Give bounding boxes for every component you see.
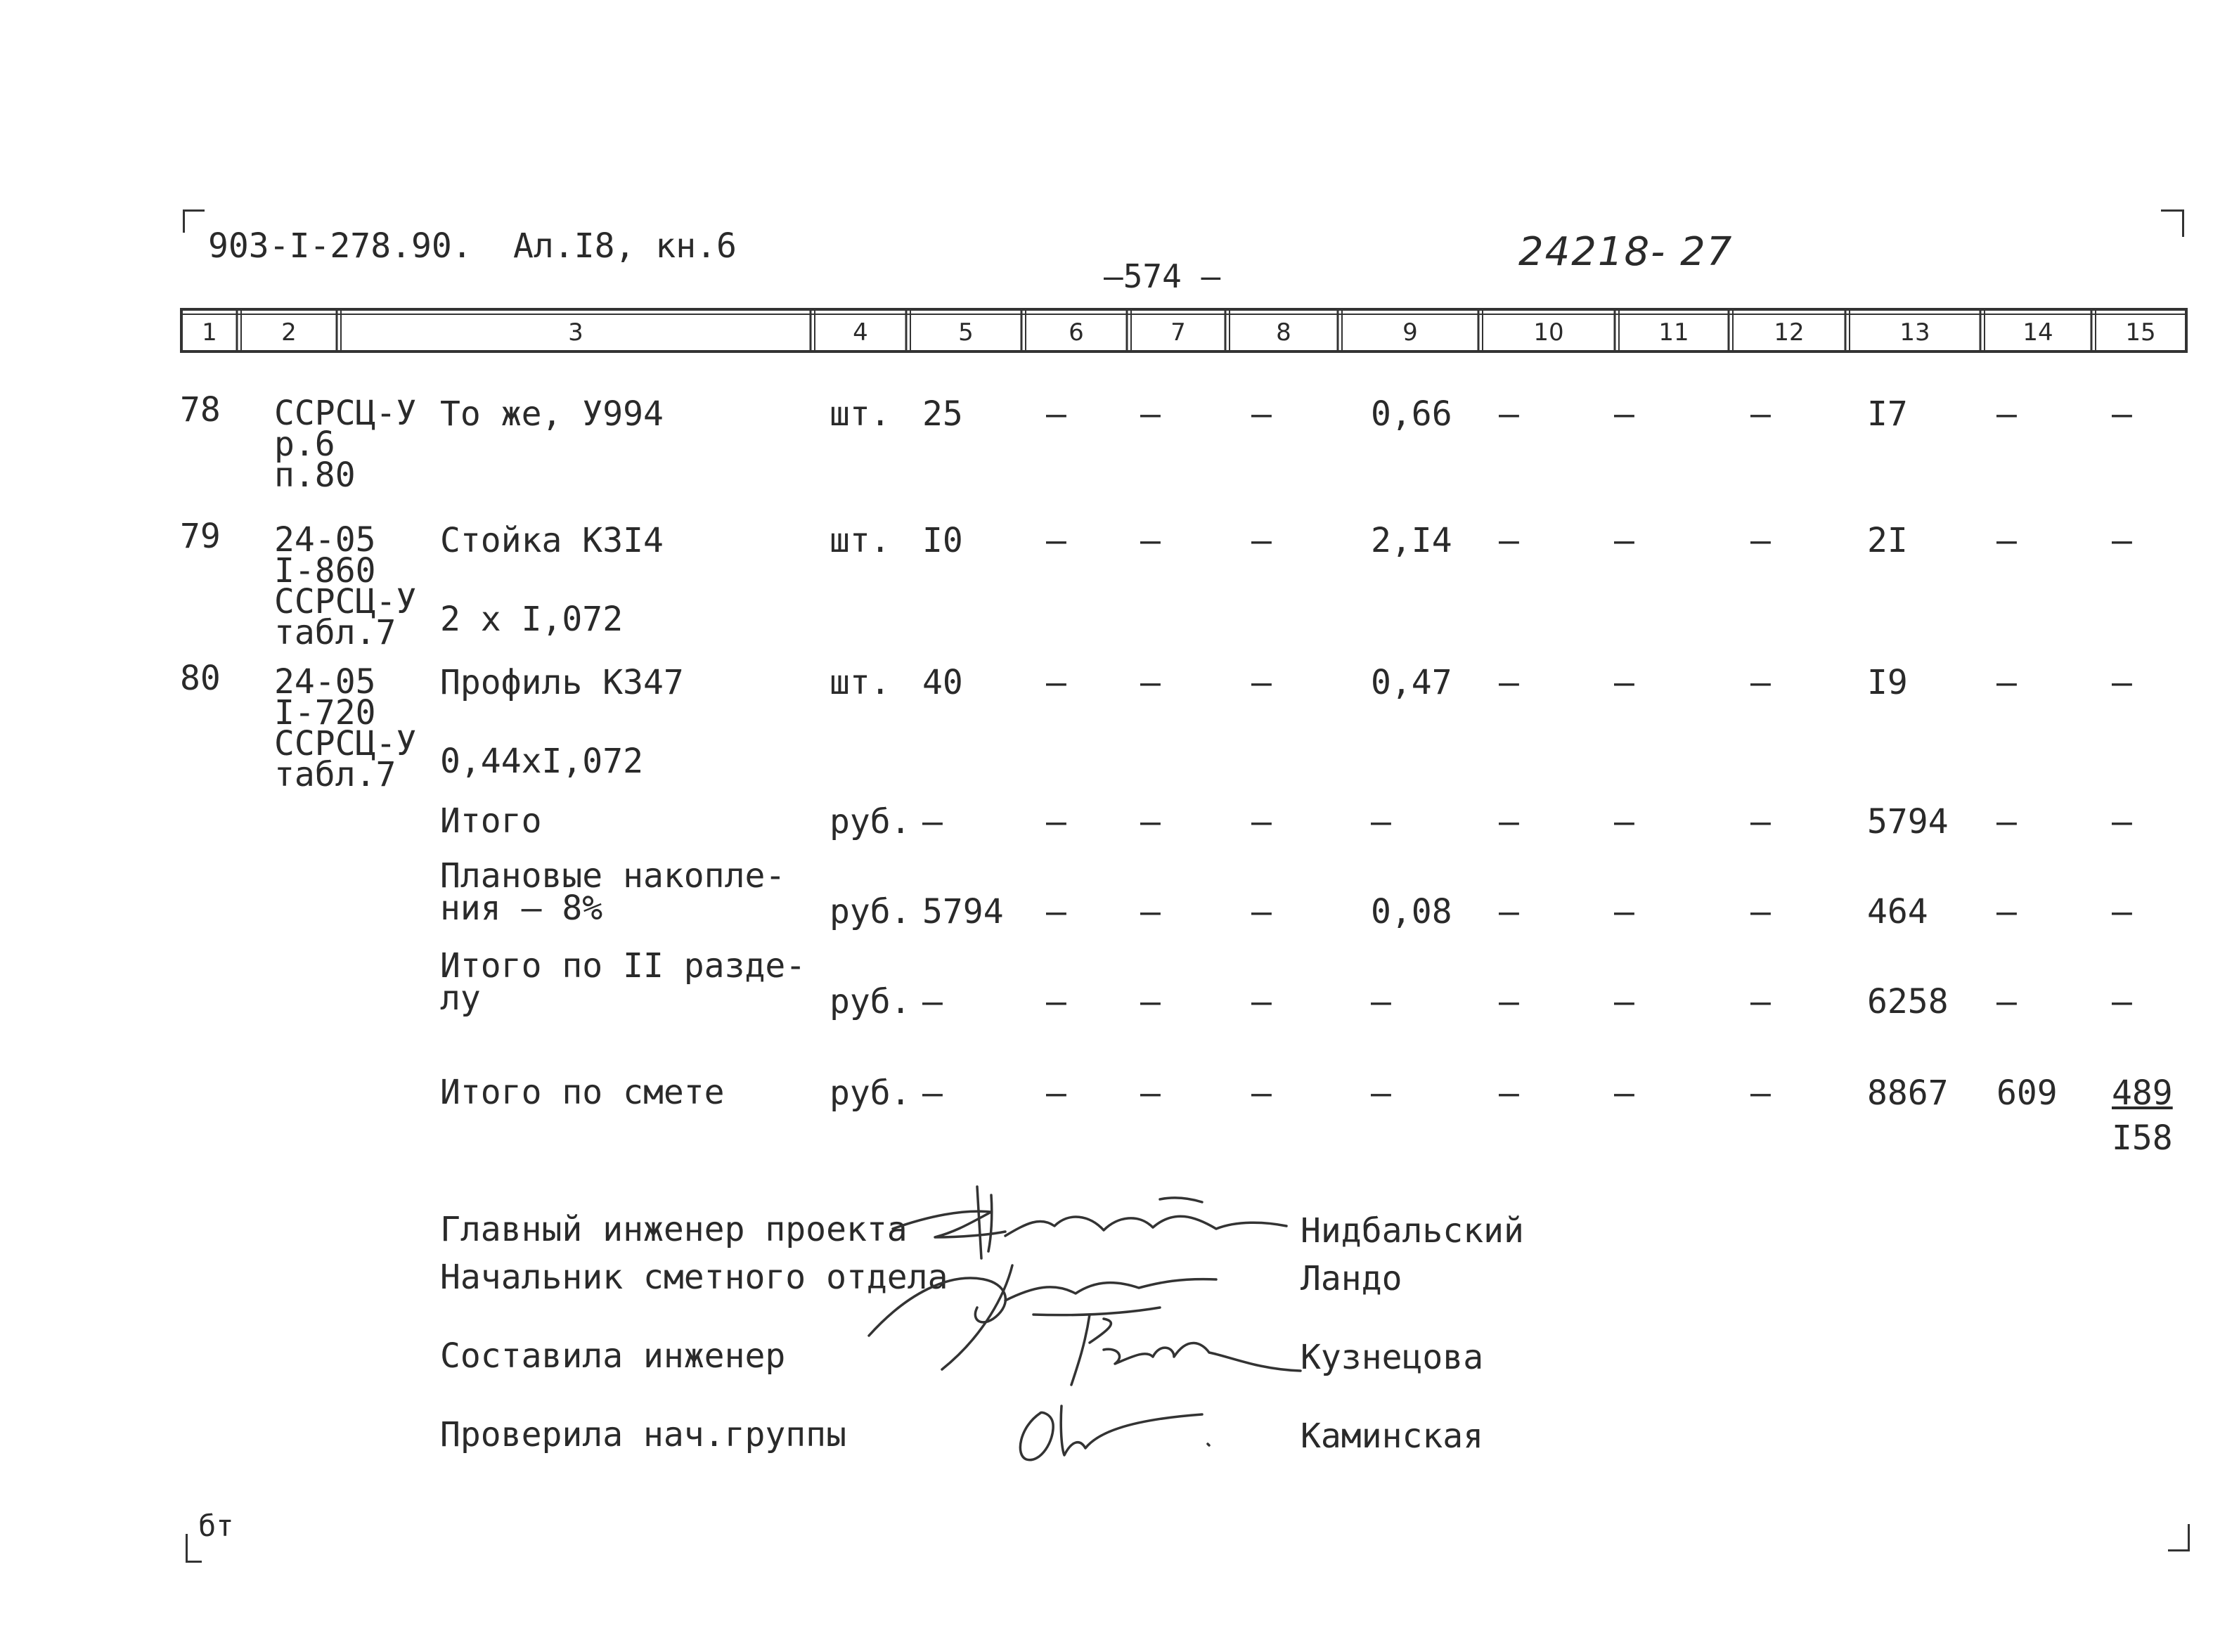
- signature-role: Главный инженер проекта: [440, 1210, 908, 1249]
- normative-reference: I-720: [274, 693, 376, 733]
- column-number-10: 10: [1533, 318, 1564, 347]
- column-number-11: 11: [1658, 318, 1689, 347]
- total-cell-c13: 8867: [1867, 1073, 1949, 1113]
- total-cell-c6: –: [1046, 982, 1066, 1021]
- cell-c7: –: [1140, 394, 1161, 434]
- total-cell-qty: –: [922, 982, 943, 1021]
- column-number-5: 5: [958, 318, 974, 347]
- cell-c15: –: [2112, 521, 2132, 560]
- total-cell-c14: –: [1996, 892, 2017, 931]
- total-cell-c14: –: [1996, 982, 2017, 1021]
- total-cell-c7: –: [1140, 982, 1161, 1021]
- total-label: Итого по II разде-: [440, 946, 806, 986]
- cell-c10: –: [1499, 521, 1519, 560]
- total-cell-c12: –: [1750, 1073, 1771, 1113]
- signature-name: Нидбальский: [1301, 1211, 1524, 1251]
- item-name: То же, У994: [440, 394, 664, 434]
- cell-c6: –: [1046, 394, 1066, 434]
- total-cell-c10: –: [1499, 982, 1519, 1021]
- corner-mark-bottom-right: [2168, 1524, 2190, 1551]
- column-number-1: 1: [202, 318, 217, 347]
- total-cell-qty: –: [922, 802, 943, 841]
- total-cell-c7: –: [1140, 1073, 1161, 1113]
- signature-name: Ландо: [1301, 1259, 1402, 1298]
- total-label: лу: [440, 979, 481, 1018]
- item-name: Профиль К347: [440, 663, 684, 702]
- total-cell-c13: 6258: [1867, 982, 1949, 1021]
- total-cell-c9: –: [1371, 802, 1391, 841]
- cell-unit: шт.: [830, 663, 891, 702]
- signature-name: Каминская: [1301, 1417, 1484, 1456]
- total-cell-unit: руб.: [830, 982, 911, 1021]
- total-cell-c11: –: [1614, 892, 1634, 931]
- total-cell-c12: –: [1750, 892, 1771, 931]
- normative-reference: 24-05: [274, 520, 376, 560]
- cell-qty: I0: [922, 521, 963, 560]
- total-cell-c8: –: [1251, 1073, 1272, 1113]
- total-cell-c12: –: [1750, 982, 1771, 1021]
- total-cell-c15: –: [2112, 802, 2132, 841]
- column-number-12: 12: [1774, 318, 1805, 347]
- row-number: 80: [180, 659, 221, 698]
- total-label: Плановые накопле-: [440, 856, 786, 896]
- cell-c10: –: [1499, 663, 1519, 702]
- total-cell-c10: –: [1499, 892, 1519, 931]
- column-number-4: 4: [853, 318, 868, 347]
- total-cell-c7: –: [1140, 892, 1161, 931]
- normative-reference: п.80: [274, 456, 356, 495]
- row-number: 78: [180, 390, 221, 430]
- cell-c8: –: [1251, 663, 1272, 702]
- cell-c6: –: [1046, 521, 1066, 560]
- cell-c13: 2I: [1867, 521, 1908, 560]
- cell-c11: –: [1614, 663, 1634, 702]
- cell-c7: –: [1140, 521, 1161, 560]
- signature-role: Составила инженер: [440, 1336, 786, 1376]
- column-number-7: 7: [1170, 318, 1186, 347]
- total-cell-c14: –: [1996, 802, 2017, 841]
- item-name: 2 х I,072: [440, 600, 624, 639]
- item-name: Стойка К3I4: [440, 521, 664, 560]
- column-number-2: 2: [281, 318, 297, 347]
- cell-c10: –: [1499, 394, 1519, 434]
- cell-c14: –: [1996, 394, 2017, 434]
- item-name: 0,44хI,072: [440, 742, 643, 781]
- total-cell-c15: 489: [2112, 1073, 2173, 1113]
- total-cell-c13: 464: [1867, 892, 1928, 931]
- column-number-13: 13: [1899, 318, 1930, 347]
- cell-c9: 2,I4: [1371, 521, 1452, 560]
- total-label: Итого: [440, 801, 542, 841]
- cell-qty: 40: [922, 663, 963, 702]
- signature-kuznetsova: [1069, 1308, 1308, 1392]
- cell-c13: I9: [1867, 663, 1908, 702]
- total-cell-c11: –: [1614, 982, 1634, 1021]
- corner-mark-top-right: [2161, 209, 2184, 237]
- normative-reference: I-860: [274, 551, 376, 591]
- total-cell-unit: руб.: [830, 892, 911, 931]
- row-number: 79: [180, 517, 221, 556]
- cell-c7: –: [1140, 663, 1161, 702]
- cell-unit: шт.: [830, 394, 891, 434]
- total-cell-c15-second: I58: [2112, 1118, 2173, 1158]
- total-cell-c6: –: [1046, 892, 1066, 931]
- total-cell-unit: руб.: [830, 802, 911, 841]
- signature-name: Кузнецова: [1301, 1338, 1484, 1377]
- cell-c12: –: [1750, 394, 1771, 434]
- total-cell-c15: –: [2112, 892, 2132, 931]
- signature-role: Проверила нач.группы: [440, 1415, 846, 1454]
- total-cell-c8: –: [1251, 982, 1272, 1021]
- cell-c14: –: [1996, 521, 2017, 560]
- normative-reference: табл.7: [274, 613, 396, 652]
- total-cell-c7: –: [1140, 802, 1161, 841]
- total-cell-c9: –: [1371, 982, 1391, 1021]
- cell-c11: –: [1614, 394, 1634, 434]
- cell-c12: –: [1750, 663, 1771, 702]
- normative-reference: табл.7: [274, 755, 396, 794]
- total-cell-qty: 5794: [922, 892, 1004, 931]
- footer-mark: бт: [198, 1509, 234, 1543]
- cell-c9: 0,47: [1371, 663, 1452, 702]
- cell-c12: –: [1750, 521, 1771, 560]
- page-number: —574 —: [1104, 257, 1221, 295]
- column-number-9: 9: [1402, 318, 1418, 347]
- total-cell-c15: –: [2112, 982, 2132, 1021]
- cell-c15: –: [2112, 663, 2132, 702]
- total-cell-c9: 0,08: [1371, 892, 1452, 931]
- cell-c6: –: [1046, 663, 1066, 702]
- column-number-6: 6: [1069, 318, 1084, 347]
- normative-reference: ССРСЦ-У: [274, 724, 417, 763]
- total-cell-c6: –: [1046, 1073, 1066, 1113]
- total-cell-c6: –: [1046, 802, 1066, 841]
- album-reference: Ал.I8, кн.6: [513, 226, 737, 266]
- total-cell-c9: –: [1371, 1073, 1391, 1113]
- column-header-strip: [180, 306, 2188, 354]
- column-number-8: 8: [1276, 318, 1291, 347]
- normative-reference: ССРСЦ-У: [274, 394, 417, 433]
- total-cell-unit: руб.: [830, 1073, 911, 1113]
- total-cell-c8: –: [1251, 802, 1272, 841]
- document-code: 903-I-278.90.: [208, 226, 472, 266]
- cell-c15: –: [2112, 394, 2132, 434]
- cell-c8: –: [1251, 394, 1272, 434]
- total-cell-qty: –: [922, 1073, 943, 1113]
- cell-c11: –: [1614, 521, 1634, 560]
- cell-c13: I7: [1867, 394, 1908, 434]
- total-cell-c10: –: [1499, 1073, 1519, 1113]
- total-label: ния – 8%: [440, 889, 603, 928]
- handwritten-document-number: 24218- 27: [1518, 229, 1734, 275]
- cell-c14: –: [1996, 663, 2017, 702]
- total-cell-c12: –: [1750, 802, 1771, 841]
- total-cell-c10: –: [1499, 802, 1519, 841]
- total-cell-c11: –: [1614, 802, 1634, 841]
- signature-role: Начальник сметного отдела: [440, 1258, 948, 1297]
- signature-kaminskaya: [1012, 1399, 1223, 1469]
- total-cell-c14: 609: [1996, 1073, 2058, 1113]
- total-cell-c11: –: [1614, 1073, 1634, 1113]
- cell-unit: шт.: [830, 521, 891, 560]
- normative-reference: ССРСЦ-У: [274, 582, 417, 621]
- cell-c9: 0,66: [1371, 394, 1452, 434]
- total-cell-c8: –: [1251, 892, 1272, 931]
- normative-reference: 24-05: [274, 662, 376, 702]
- cell-qty: 25: [922, 394, 963, 434]
- total-label: Итого по смете: [440, 1073, 725, 1112]
- cell-c8: –: [1251, 521, 1272, 560]
- column-number-14: 14: [2022, 318, 2053, 347]
- corner-mark-top-left: [183, 209, 205, 233]
- column-number-3: 3: [568, 318, 583, 347]
- normative-reference: р.6: [274, 425, 335, 464]
- total-cell-c13: 5794: [1867, 802, 1949, 841]
- column-number-15: 15: [2125, 318, 2156, 347]
